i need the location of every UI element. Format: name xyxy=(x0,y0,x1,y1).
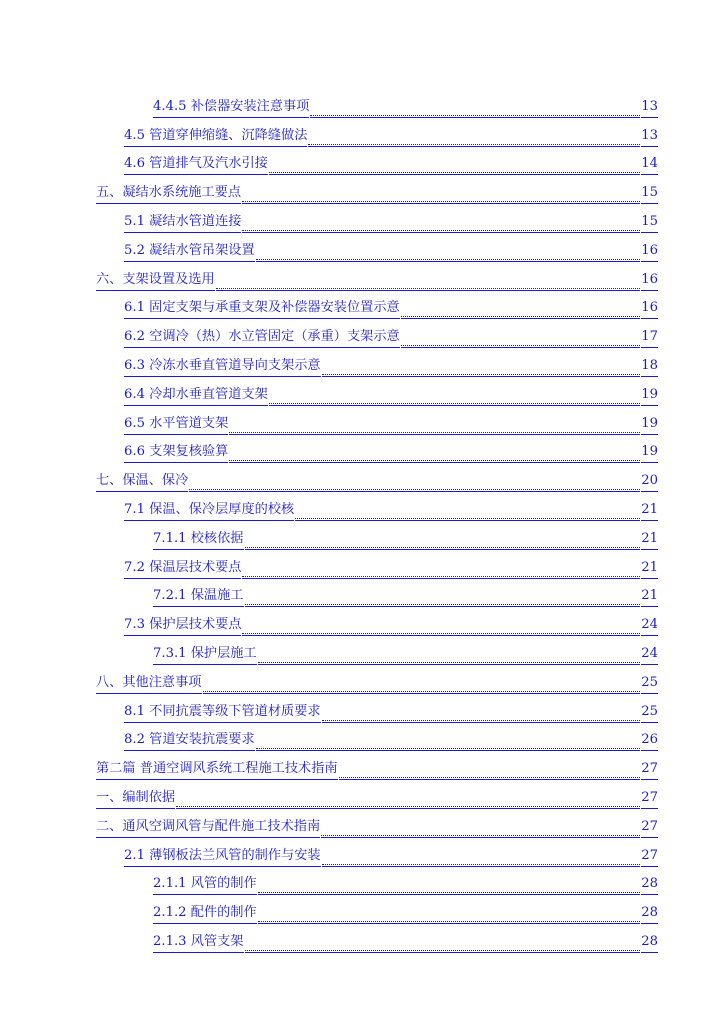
toc-entry[interactable] xyxy=(0,665,724,694)
toc-page-number: 27 xyxy=(641,818,658,838)
toc-entry[interactable] xyxy=(0,924,724,953)
toc-dot-leader xyxy=(176,806,640,807)
toc-entry-label: 4.4.5 补偿器安装注意事项 xyxy=(153,98,309,118)
toc-entry-label: 2.1.3 风管支架 xyxy=(153,933,244,953)
toc-dot-leader xyxy=(339,777,641,778)
toc-entry[interactable] xyxy=(0,204,724,233)
toc-dot-leader xyxy=(258,892,641,893)
toc-dot-leader xyxy=(269,403,640,404)
toc-entry[interactable] xyxy=(0,291,724,320)
toc-entry-label: 一、编制依据 xyxy=(96,789,175,809)
toc-entry-label: 2.1.2 配件的制作 xyxy=(153,904,257,924)
toc-entry-label: 8.1 不同抗震等级下管道材质要求 xyxy=(124,703,321,723)
toc-dot-leader xyxy=(256,748,641,749)
toc-entry-label: 2.1.1 风管的制作 xyxy=(153,875,257,895)
toc-entry[interactable] xyxy=(0,838,724,867)
toc-page-number: 20 xyxy=(641,472,658,492)
toc-page-number: 28 xyxy=(641,933,658,953)
toc-page-number: 13 xyxy=(641,98,658,118)
toc-dot-leader xyxy=(216,288,641,289)
toc-entry-label: 2.1 薄钢板法兰风管的制作与安装 xyxy=(124,847,321,867)
toc-page-number: 26 xyxy=(641,731,658,751)
toc-entry[interactable] xyxy=(0,406,724,435)
toc-entry[interactable] xyxy=(0,377,724,406)
toc-entry[interactable] xyxy=(0,521,724,550)
toc-page-number: 17 xyxy=(641,328,658,348)
toc-page-number: 16 xyxy=(641,242,658,262)
toc-dot-leader xyxy=(242,201,640,202)
toc-entry[interactable] xyxy=(0,262,724,291)
toc-dot-leader xyxy=(401,345,640,346)
toc-dot-leader xyxy=(322,720,641,721)
toc-dot-leader xyxy=(242,576,640,577)
toc-entry-label: 8.2 管道安装抗震要求 xyxy=(124,731,255,751)
toc-page-number: 21 xyxy=(641,530,658,550)
toc-entry-label: 4.5 管道穿伸缩缝、沉降缝做法 xyxy=(124,127,307,147)
toc-entry[interactable] xyxy=(0,751,724,780)
toc-entry[interactable] xyxy=(0,147,724,176)
toc-dot-leader xyxy=(189,489,640,490)
toc-entry[interactable] xyxy=(0,463,724,492)
toc-page-number: 21 xyxy=(641,559,658,579)
toc-entry-label: 7.2.1 保温施工 xyxy=(153,587,244,607)
toc-dot-leader xyxy=(308,144,640,145)
toc-page-number: 27 xyxy=(641,789,658,809)
toc-entry-label: 六、支架设置及选用 xyxy=(96,271,215,291)
toc-dot-leader xyxy=(203,691,641,692)
toc-page-number: 28 xyxy=(641,904,658,924)
toc-entry[interactable] xyxy=(0,175,724,204)
toc-entry[interactable] xyxy=(0,118,724,147)
toc-entry-label: 八、其他注意事项 xyxy=(96,674,202,694)
toc-dot-leader xyxy=(242,230,640,231)
toc-page-number: 21 xyxy=(641,587,658,607)
toc-entry[interactable] xyxy=(0,867,724,896)
toc-entry[interactable] xyxy=(0,694,724,723)
toc-entry[interactable] xyxy=(0,550,724,579)
toc-entry[interactable] xyxy=(0,579,724,608)
toc-dot-leader xyxy=(256,259,641,260)
toc-dot-leader xyxy=(229,460,640,461)
toc-entry-label: 5.1 凝结水管道连接 xyxy=(124,213,241,233)
toc-page-number: 15 xyxy=(641,184,658,204)
toc-dot-leader xyxy=(229,432,640,433)
toc-page-number: 13 xyxy=(641,127,658,147)
toc-entry[interactable] xyxy=(0,492,724,521)
toc-entry[interactable] xyxy=(0,607,724,636)
toc-entry-label: 6.6 支架复核验算 xyxy=(124,443,228,463)
toc-dot-leader xyxy=(245,950,641,951)
toc-dot-leader xyxy=(295,518,640,519)
toc-entry-label: 7.3.1 保护层施工 xyxy=(153,645,257,665)
toc-entry-label: 6.1 固定支架与承重支架及补偿器安装位置示意 xyxy=(124,299,400,319)
toc-entry-label: 七、保温、保冷 xyxy=(96,472,188,492)
toc-entry-label: 二、通风空调风管与配件施工技术指南 xyxy=(96,818,320,838)
toc-page-number: 27 xyxy=(641,847,658,867)
toc-page-number: 18 xyxy=(641,357,658,377)
toc-page-number: 19 xyxy=(641,443,658,463)
toc-page-number: 27 xyxy=(641,760,658,780)
toc-dot-leader xyxy=(269,172,640,173)
toc-dot-leader xyxy=(242,633,640,634)
toc-page-number: 21 xyxy=(641,501,658,521)
toc-entry[interactable] xyxy=(0,809,724,838)
toc-entry-label: 7.1 保温、保冷层厚度的校核 xyxy=(124,501,294,521)
toc-dot-leader xyxy=(322,864,641,865)
toc-entry-label: 4.6 管道排气及汽水引接 xyxy=(124,155,268,175)
toc-page-number: 24 xyxy=(641,616,658,636)
toc-dot-leader xyxy=(321,835,640,836)
toc-entry[interactable] xyxy=(0,435,724,464)
table-of-contents xyxy=(0,89,724,953)
toc-entry[interactable] xyxy=(0,89,724,118)
toc-dot-leader xyxy=(245,547,641,548)
toc-page-number: 16 xyxy=(641,271,658,291)
toc-page-number: 28 xyxy=(641,875,658,895)
toc-entry[interactable] xyxy=(0,723,724,752)
toc-page-number: 25 xyxy=(641,674,658,694)
toc-dot-leader xyxy=(258,921,641,922)
toc-entry-label: 6.2 空调冷（热）水立管固定（承重）支架示意 xyxy=(124,328,400,348)
toc-dot-leader xyxy=(258,662,641,663)
toc-dot-leader xyxy=(245,604,641,605)
toc-entry-label: 五、凝结水系统施工要点 xyxy=(96,184,241,204)
toc-dot-leader xyxy=(310,115,640,116)
toc-page-number: 16 xyxy=(641,299,658,319)
toc-page-number: 15 xyxy=(641,213,658,233)
toc-dot-leader xyxy=(322,374,641,375)
toc-page-number: 24 xyxy=(641,645,658,665)
toc-entry-label: 6.4 冷却水垂直管道支架 xyxy=(124,386,268,406)
toc-page-number: 14 xyxy=(641,155,658,175)
toc-entry-label: 7.3 保护层技术要点 xyxy=(124,616,241,636)
toc-entry-label: 5.2 凝结水管吊架设置 xyxy=(124,242,255,262)
toc-dot-leader xyxy=(401,316,640,317)
toc-page-number: 19 xyxy=(641,386,658,406)
toc-entry[interactable] xyxy=(0,233,724,262)
toc-page-number: 25 xyxy=(641,703,658,723)
toc-entry-label: 7.1.1 校核依据 xyxy=(153,530,244,550)
toc-entry-label: 6.3 冷冻水垂直管道导向支架示意 xyxy=(124,357,321,377)
toc-entry-label: 6.5 水平管道支架 xyxy=(124,415,228,435)
toc-entry[interactable] xyxy=(0,895,724,924)
toc-entry[interactable] xyxy=(0,319,724,348)
toc-entry[interactable] xyxy=(0,348,724,377)
toc-page-number: 19 xyxy=(641,415,658,435)
toc-entry-label: 7.2 保温层技术要点 xyxy=(124,559,241,579)
toc-entry[interactable] xyxy=(0,636,724,665)
toc-entry-label: 第二篇 普通空调风系统工程施工技术指南 xyxy=(96,760,338,780)
toc-entry[interactable] xyxy=(0,780,724,809)
